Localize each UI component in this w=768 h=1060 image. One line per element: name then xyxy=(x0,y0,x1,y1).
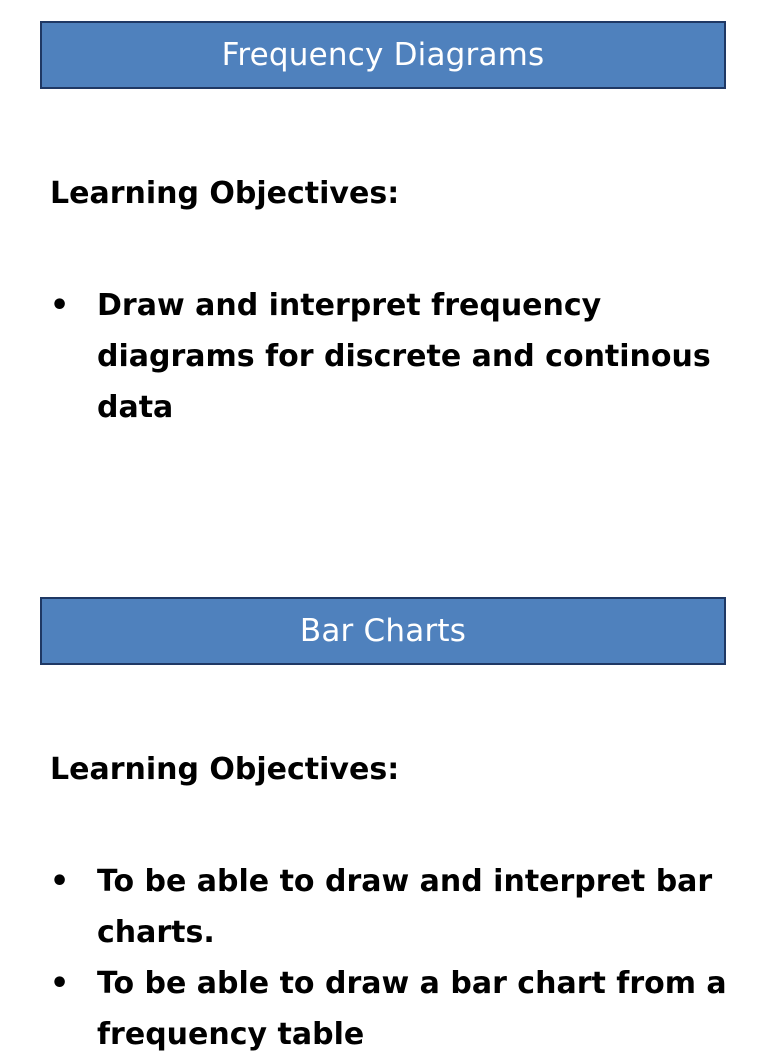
objectives-list xyxy=(0,856,768,1060)
slide-title: Bar Charts xyxy=(299,613,467,649)
objective-text: To be able to draw and interpret bar charts. xyxy=(97,864,713,950)
slide-bar-charts xyxy=(0,578,768,1052)
title-banner xyxy=(40,597,726,665)
slide-title: Frequency Diagrams xyxy=(221,37,545,73)
objectives-list xyxy=(0,280,768,433)
bullet-icon: • xyxy=(50,966,70,1001)
objective-item xyxy=(0,856,768,958)
objective-item xyxy=(0,958,768,1060)
objective-item xyxy=(0,280,768,433)
bullet-icon: • xyxy=(50,864,70,899)
bullet-icon: • xyxy=(50,288,70,323)
learning-objectives-heading: Learning Objectives: xyxy=(50,176,400,211)
objective-text: To be able to draw a bar chart from a frequency table xyxy=(97,966,727,1052)
objective-text: Draw and interpret frequency diagrams for discrete and continous data xyxy=(97,288,711,425)
title-banner xyxy=(40,21,726,89)
learning-objectives-heading: Learning Objectives: xyxy=(50,752,400,787)
